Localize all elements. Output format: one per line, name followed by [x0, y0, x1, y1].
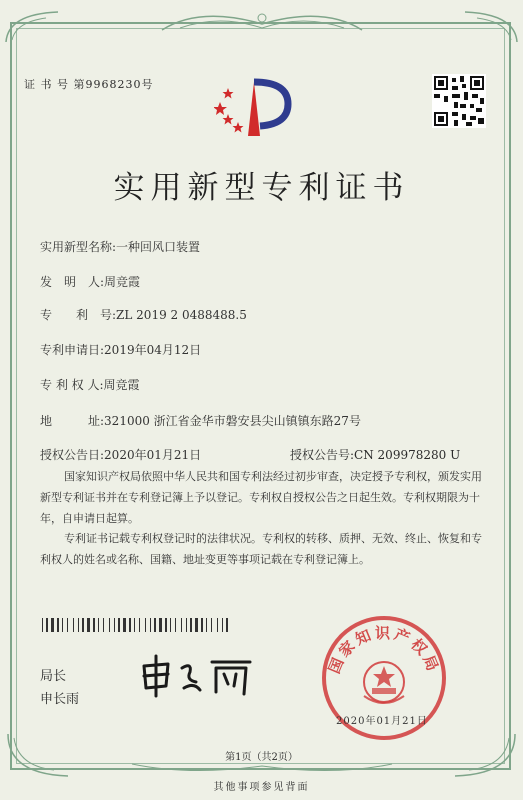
qr-code-icon [432, 74, 486, 128]
patent-number-row [40, 306, 247, 323]
grant-date-label: 授权公告日: [40, 448, 105, 462]
filing-date-row [40, 341, 201, 358]
certificate-title: 实用新型专利证书 [113, 170, 410, 206]
filing-date-label: 专利申请日: [40, 343, 105, 357]
grant-date-value: 2020年01月21日 [104, 448, 202, 462]
patent-number-label: 专 利 号: [40, 308, 117, 322]
address-label: 地 址: [40, 414, 105, 428]
patent-number-value: ZL 2019 2 0488488.5 [116, 308, 247, 322]
top-left-corner-ornament [2, 6, 62, 46]
barcode-strip [42, 618, 232, 632]
top-flourish-ornament [160, 4, 364, 34]
inventor-label: 发 明 人: [40, 275, 105, 289]
filing-date-value: 2019年04月12日 [104, 343, 202, 357]
patent-owner-label: 专 利 权 人: [40, 378, 104, 392]
top-right-corner-ornament [461, 6, 521, 46]
utility-model-name-label: 实用新型名称: [40, 240, 117, 254]
utility-model-name-row [40, 238, 200, 255]
address-value: 321000 浙江省金华市磐安县尖山镇镇东路27号 [104, 414, 361, 428]
director-name: 申长雨 [40, 692, 80, 707]
footer-note: 其他事项参见背面 [213, 782, 310, 793]
handwritten-signature [138, 652, 258, 698]
svg-text:国家知识产权局: 国家知识产权局 [325, 624, 443, 677]
grant-number-value: CN 209978280 U [354, 448, 461, 462]
inventor-row [40, 273, 140, 290]
grant-date-row [40, 446, 201, 463]
certificate-number: 证 书 号 第9968230号 [24, 78, 154, 91]
grant-number-label: 授权公告号: [290, 448, 355, 462]
inventor-value: 周竞霞 [104, 275, 141, 289]
patent-office-logo-icon [214, 76, 294, 140]
legal-status-paragraph: 专利证书记载专利权登记时的法律状况。专利权的转移、质押、无效、终止、恢复和专利权人的姓名或名称、国籍、地址变更等事项记载在专利登记簿上。 [40, 532, 482, 566]
utility-model-name-value: 一种回风口装置 [116, 240, 201, 254]
address-row [40, 412, 361, 429]
seal-date: 2020年01月21日 [336, 716, 428, 727]
page-number: 第1页（共2页） [225, 752, 298, 763]
director-title: 局长 [40, 669, 67, 684]
grant-statement-paragraph: 国家知识产权局依照中华人民共和国专利法经过初步审查，决定授予专利权，颁发实用新型专利证书并在专利登记簿上予以登记。专利权自授权公告之日起生效。专利权期限为十年，自申请日起算。 [40, 470, 482, 525]
patent-owner-value: 周竞霞 [103, 378, 140, 392]
patent-owner-row [40, 376, 140, 393]
grant-number-row [290, 446, 460, 463]
